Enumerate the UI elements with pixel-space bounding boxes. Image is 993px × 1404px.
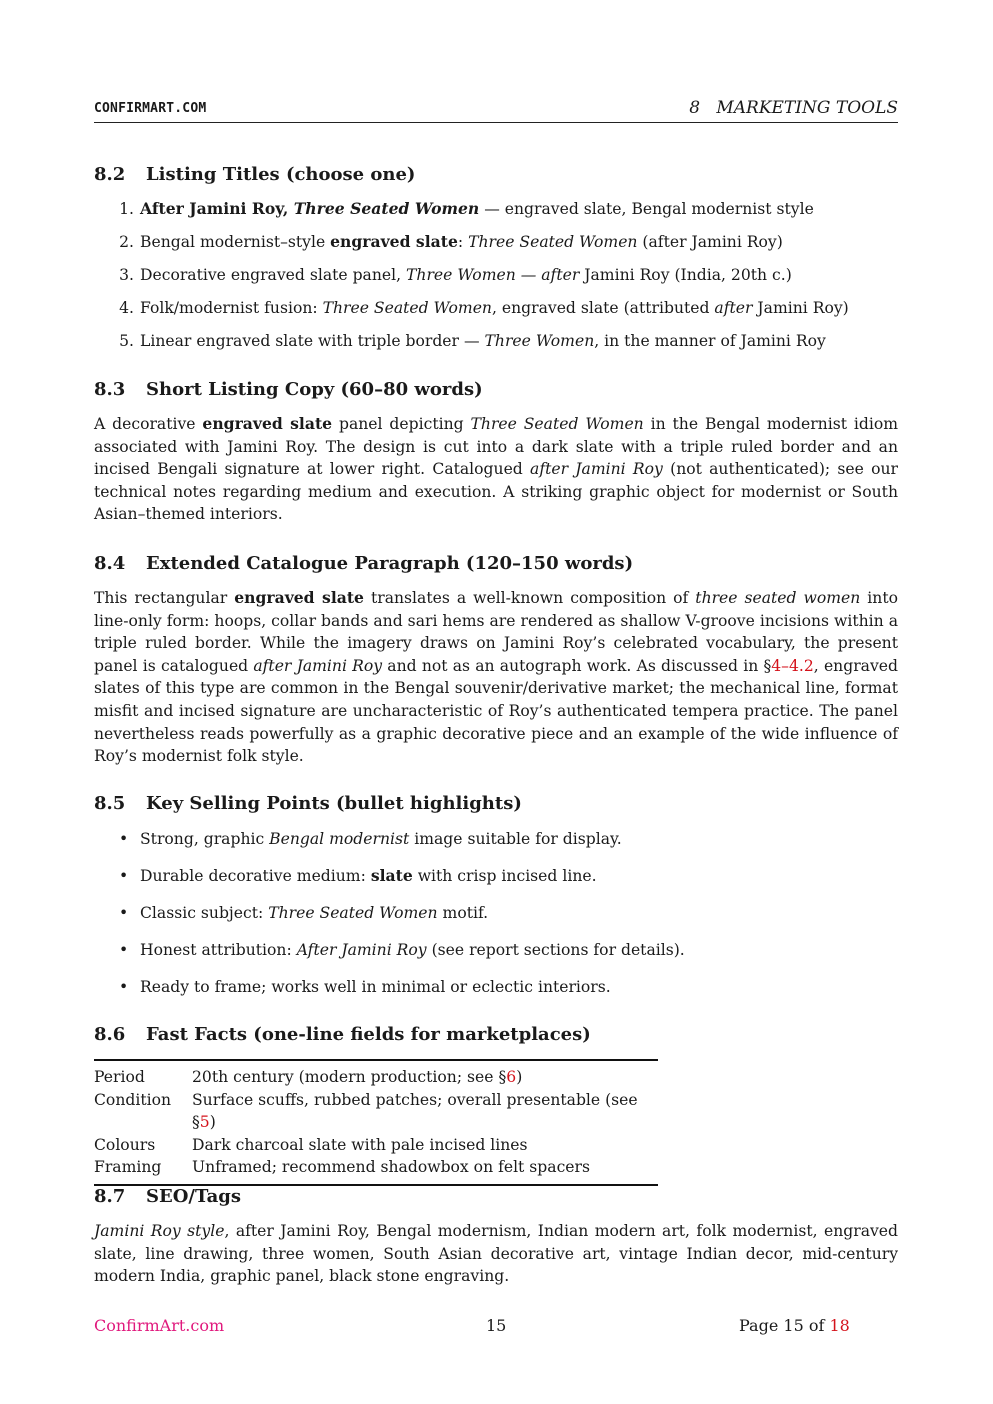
- table-row: Colours Dark charcoal slate with pale incised lines: [94, 1135, 528, 1154]
- list-item: 2. Bengal modernist–style engraved slate: Three Seated Women (after Jamini Roy): [119, 232, 783, 251]
- short-listing-copy: A decorative engraved slate panel depicting Three Seated Women in the Bengal modernist idiom associated with Jamini Roy. The design is cut into a dark slate with a triple ruled border and an incised Bengali signature at lower right. Catalogued after Jamini Roy (not authenticated); see our technical notes regarding medium and execution. A striking graphic object for modernist or South Asian–themed interiors.: [94, 414, 899, 524]
- table-row: Period 20th century (modern production; see §6): [94, 1068, 523, 1086]
- footer-site-link[interactable]: ConfirmArt.com: [94, 1316, 225, 1335]
- bullet-icon: •: [119, 978, 129, 996]
- list-item: • Classic subject: Three Seated Women motif.: [94, 900, 898, 937]
- list-item: 3. Decorative engraved slate panel, Three Women — after Jamini Roy (India, 20th c.): [119, 266, 792, 284]
- footer-page-of: Page 15 of 18: [739, 1316, 850, 1335]
- section-ref-link[interactable]: 6: [506, 1068, 517, 1086]
- running-header: [94, 98, 898, 123]
- list-item: • Durable decorative medium: slate with crisp incised line.: [94, 863, 898, 900]
- section-ref-link[interactable]: 4–4.2: [771, 656, 814, 675]
- list-item: • Honest attribution: After Jamini Roy (see report sections for details).: [94, 937, 898, 974]
- bullet-icon: •: [119, 904, 129, 922]
- list-item: 5. Linear engraved slate with triple border — Three Women, in the manner of Jamini Roy: [119, 332, 826, 350]
- table-row: Condition Surface scuffs, rubbed patches; overall presentable (see §5): [94, 1090, 638, 1132]
- list-item: 1. After Jamini Roy, Three Seated Women — engraved slate, Bengal modernist style: [119, 199, 814, 218]
- section-heading-8-4: 8.4 Extended Catalogue Paragraph (120–150 words): [94, 553, 634, 574]
- extended-catalogue-paragraph: This rectangular engraved slate translates a well-known composition of three seated women into line-only form: hoops, collar bands and sari hems are rendered as shallow V-groove incisions within a triple ruled border. While the imagery draws on Jamini Roy’s celebrated vocabulary, the present panel is catalogued after Jamini Roy and not as an autograph work. As discussed in §4–4.2, engraved slates of this type are common in the Bengal souvenir/derivative market; the mechanical line, format misfit and incised signature are uncharacteristic of Roy’s authenticated tempera practice. The panel nevertheless reads powerfully as a graphic decorative piece and an example of the wide influence of Roy’s modernist folk style.: [94, 588, 898, 766]
- seo-tags-paragraph: Jamini Roy style, after Jamini Roy, Bengal modernism, Indian modern art, folk modernist, engraved slate, line drawing, three women, South Asian decorative art, vintage Indian decor, mid-century modern India, graphic panel, black stone engraving.: [94, 1222, 899, 1286]
- total-pages-link[interactable]: 18: [829, 1316, 850, 1335]
- section-heading-8-3: 8.3 Short Listing Copy (60–80 words): [94, 379, 483, 400]
- running-section-title: 8 MARKETING TOOLS: [689, 98, 898, 118]
- list-item: • Ready to frame; works well in minimal or eclectic interiors.: [94, 974, 898, 1011]
- section-heading-8-5: 8.5 Key Selling Points (bullet highlights): [94, 793, 522, 814]
- bullet-icon: •: [119, 941, 129, 959]
- section-ref-link[interactable]: 5: [199, 1113, 210, 1132]
- bullet-icon: •: [119, 830, 129, 848]
- selling-points-list: [94, 826, 898, 1011]
- list-item: 4. Folk/modernist fusion: Three Seated Women, engraved slate (attributed after Jamini Roy): [119, 299, 849, 317]
- section-heading-8-6: 8.6 Fast Facts (one-line fields for marketplaces): [94, 1024, 591, 1045]
- listing-titles-list: [94, 196, 898, 361]
- list-item: • Strong, graphic Bengal modernist image suitable for display.: [94, 826, 898, 863]
- site-logo[interactable]: CONFIRMART.COM: [94, 101, 207, 116]
- table-row: Framing Unframed; recommend shadowbox on felt spacers: [94, 1158, 590, 1177]
- fast-facts-table: [94, 1059, 658, 1186]
- bullet-icon: •: [119, 867, 129, 885]
- section-heading-8-2: 8.2 Listing Titles (choose one): [94, 164, 416, 185]
- footer-page-number: 15: [486, 1316, 507, 1335]
- section-heading-8-7: 8.7 SEO/Tags: [94, 1186, 242, 1207]
